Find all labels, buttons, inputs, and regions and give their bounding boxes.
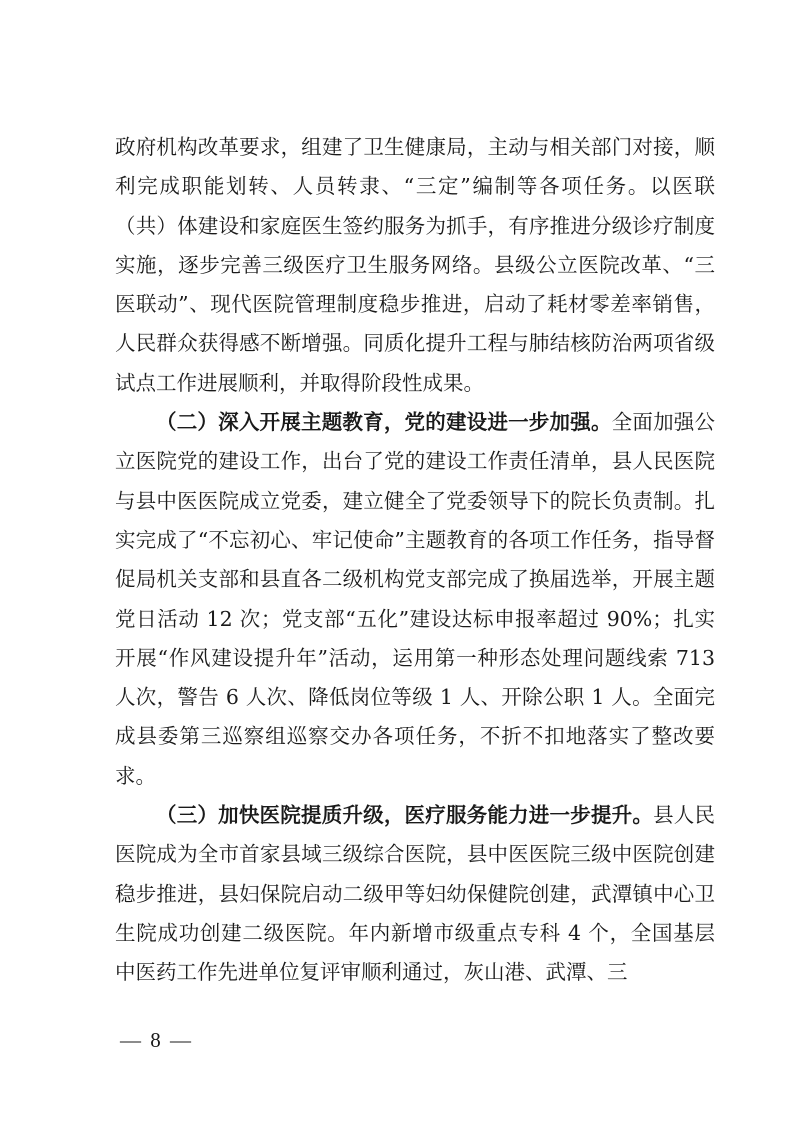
paragraph-body: 政府机构改革要求，组建了卫生健康局，主动与相关部门对接，顺利完成职能划转、人员转隶、“三定”编制等各项任务。以医联（共）体建设和家庭医生签约服务为抓手，有序推进分级诊疗制度实施，逐步完善三级医疗卫生服务网络。县级公立医院改革、“三医联动”、现代医院管理制度稳步推进，启动了耗材零差率销售，人民群众获得感不断增强。同质化提升工程与肺结核防治两项省级试点工作进展顺利，并取得阶段性成果。 [115,135,715,395]
document-body [115,128,715,993]
paragraph-body: 全面加强公立医院党的建设工作，出台了党的建设工作责任清单，县人民医院与县中医医院成立党委，建立健全了党委领导下的院长负责制。扎实完成了“不忘初心、牢记使命”主题教育的各项工作任务，指导督促局机关支部和县直各二级机构党支部完成了换届选举，开展主题党日活动 12 次；党支部“五化”建设达标申报率超过 90%；扎实开展“作风建设提升年”活动，运用第一种形态处理问题线索 713 人次，警告 6 人次、降低岗位等级 1 人、开除公职 1 人。全面完成县委第三巡察组巡察交办各项任务，不折不扣地落实了整改要求。 [115,410,716,788]
paragraph-reform-continuation [115,128,715,403]
page-number: — 8 — [120,1028,193,1052]
paragraph-party-building [115,403,715,796]
section-heading-3: （三）加快医院提质升级，医疗服务能力进一步提升。 [156,803,654,828]
section-heading-2: （二）深入开展主题教育，党的建设进一步加强。 [156,410,612,435]
paragraph-body: 县人民医院成为全市首家县域三级综合医院，县中医医院三级中医院创建稳步推进，县妇保院启动二级甲等妇幼保健院创建，武潭镇中心卫生院成功创建二级医院。年内新增市级重点专科 4 个，全国基层中医药工作先进单位复评审顺利通过，灰山港、武潭、三 [115,803,716,985]
paragraph-hospital-upgrade [115,796,715,992]
